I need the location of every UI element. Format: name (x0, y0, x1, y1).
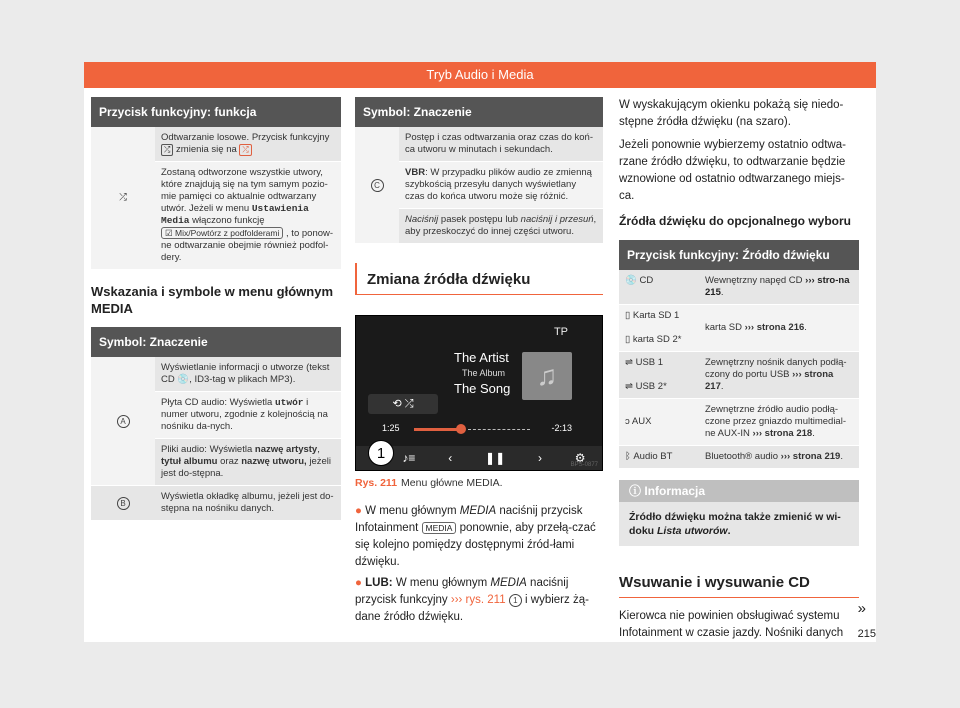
progress-remaining (468, 429, 530, 430)
source-aux: ↄ AUX (619, 399, 699, 446)
music-note-icon: ♫ (522, 352, 572, 400)
table-cell: Pliki audio: Wyświetla nazwę artysty, tytuł albumu oraz nazwę utworu, jeżeli jest do-stępna. (155, 439, 341, 486)
column-3 (619, 97, 859, 642)
tp-indicator: TP (553, 326, 568, 338)
paragraph: Jeżeli ponownie wybierzemy ostatnio odtwa-rzane źródło dźwięku, to odtwarzanie będzie wznowione od ostatnio odtwarzanego miejs-ca. (619, 139, 846, 202)
media-button: MEDIA (422, 522, 457, 534)
table-cell: karta SD ››› strona 216. (699, 305, 859, 352)
symbol-table (91, 357, 341, 520)
source-usb: ⇌ USB 1 ⇌ USB 2* (619, 352, 699, 399)
label-c: C (371, 179, 384, 192)
shuffle-active-icon: ⤮ (239, 144, 251, 156)
column-1 (91, 97, 341, 520)
table-cell: Wyświetla okładkę albumu, jeżeli jest do-stępna na nośniku danych. (155, 486, 341, 521)
table-cell: Płyta CD audio: Wyświetla utwór i numer utworu, zgodnie z kolejnością na nośniku da-nych. (155, 392, 341, 439)
info-header: ⓘ Informacja (619, 480, 859, 502)
page-number: 215 (857, 628, 876, 640)
table-cell: VBR: W przypadku plików audio ze zmienną szybkością przesyłu danych wyświetlany czas do końca utworu może się różnić. (399, 162, 603, 209)
figure-code: BPS-0877 (570, 462, 598, 468)
table-cell: Wewnętrzny napęd CD ››› stro-na 215. (699, 270, 859, 305)
info-box (619, 480, 859, 546)
column-2 (355, 97, 603, 626)
next-icon: › (537, 451, 542, 465)
time-elapsed: 1:25 (382, 423, 400, 433)
progress-handle (456, 424, 466, 434)
label-b: B (117, 497, 130, 510)
section-heading: Wskazania i symbole w menu głównym MEDIA (91, 284, 334, 316)
section-title: Zmiana źródła dźwięku (355, 263, 603, 295)
table-cell: Zewnętrzne źródło audio podłą-czone przez gniazdo multimedial-ne AUX-IN ››› strona 218. (699, 399, 859, 446)
table-cell: Odtwarzanie losowe. Przycisk funkcyjny ⤮ zmienia się na ⤮ (155, 127, 341, 162)
table-cell: Zewnętrzny nośnik danych podłą-czony do portu USB ››› strona 217. (699, 352, 859, 399)
time-remaining: -2:13 (551, 423, 572, 433)
source-bt: ᛒ Audio BT (619, 446, 699, 469)
table-cell: Postęp i czas odtwarzania oraz czas do koń-ca utworu w minutach i sekundach. (399, 127, 603, 162)
shuffle-icon: ⤮ (91, 127, 155, 269)
source-table (619, 270, 859, 468)
table-cell: Naciśnij pasek postępu lub naciśnij i przesuń, aby przeskoczyć do innej części utworu. (399, 209, 603, 244)
info-body: Źródło dźwięku można także zmienić w wi-doku Lista utworów. (619, 502, 859, 546)
continue-chevron: » (857, 600, 866, 617)
song-label: The Song (454, 381, 511, 396)
repeat-shuffle-icon: ⟲ ⤮ (368, 394, 438, 414)
function-table (91, 127, 341, 269)
gear-icon: ⚙ (574, 451, 586, 465)
table-cell: Zostaną odtworzone wszystkie utwory, które znajdują się na tym samym pozio-mie pamięci co aktualnie odtwarzany utwór. Jeżeli w menu Ustawienia Media włączono funkcję ☑ Mix/Powtórz z podfolderami , to ponow-ne odtwarzanie obejmie również podfol-dery. (155, 162, 341, 270)
paragraph: ● W menu głównym MEDIA naciśnij przycisk Infotainment MEDIA ponownie, aby przełą-czać się kolejno pomiędzy dostępnymi źród-łami dźwięku. (355, 505, 596, 568)
previous-icon: ‹ (448, 451, 453, 465)
table-cell: Wyświetlanie informacji o utworze (tekst CD 💿, ID3-tag w plikach MP3). (155, 357, 341, 392)
table-header: Przycisk funkcyjny: Źródło dźwięku (619, 240, 859, 270)
paragraph: Kierowca nie powinien obsługiwać systemu Infotainment w czasie jazdy. Nośniki danych (619, 610, 844, 639)
page-header: Tryb Audio i Media (84, 62, 876, 88)
figure-caption: Rys. 211 Menu główne MEDIA. (355, 477, 503, 489)
paragraph: W wyskakującym okienku pokażą się niedo-stępne źródła dźwięku (na szaro). (619, 99, 844, 128)
section-title: Wsuwanie i wysuwanie CD (619, 566, 859, 598)
section-heading: Źródła dźwięku do opcjonalnego wyboru (619, 214, 852, 228)
symbol-table-c (355, 127, 603, 243)
checkbox-icon: ☑ Mix/Powtórz z podfolderami (161, 227, 283, 239)
callout-1: 1 (368, 440, 394, 466)
info-icon: ⓘ (629, 484, 642, 498)
table-header: Symbol: Znaczenie (355, 97, 603, 127)
pause-icon: ❚❚ (485, 451, 506, 465)
progress-bar (414, 428, 458, 431)
source-cd: 💿 CD (619, 270, 699, 305)
table-header: Przycisk funkcyjny: funkcja (91, 97, 341, 127)
artist-label: The Artist (454, 350, 509, 365)
media-screen-figure (355, 315, 603, 471)
table-cell: Bluetooth® audio ››› strona 219. (699, 446, 859, 469)
label-a: A (117, 415, 130, 428)
playlist-icon: ♪≡ (402, 451, 416, 465)
table-header: Symbol: Znaczenie (91, 327, 341, 357)
shuffle-icon: ⤮ (161, 144, 173, 156)
cd-icon: 💿 (177, 374, 190, 385)
paragraph: ● LUB: W menu głównym MEDIA naciśnij przycisk funkcyjny ››› rys. 211 1 i wybierz żą-dane źródło dźwięku. (355, 577, 589, 623)
album-label: The Album (462, 368, 506, 378)
source-sd: ▯ Karta SD 1 ▯ karta SD 2* (619, 305, 699, 352)
